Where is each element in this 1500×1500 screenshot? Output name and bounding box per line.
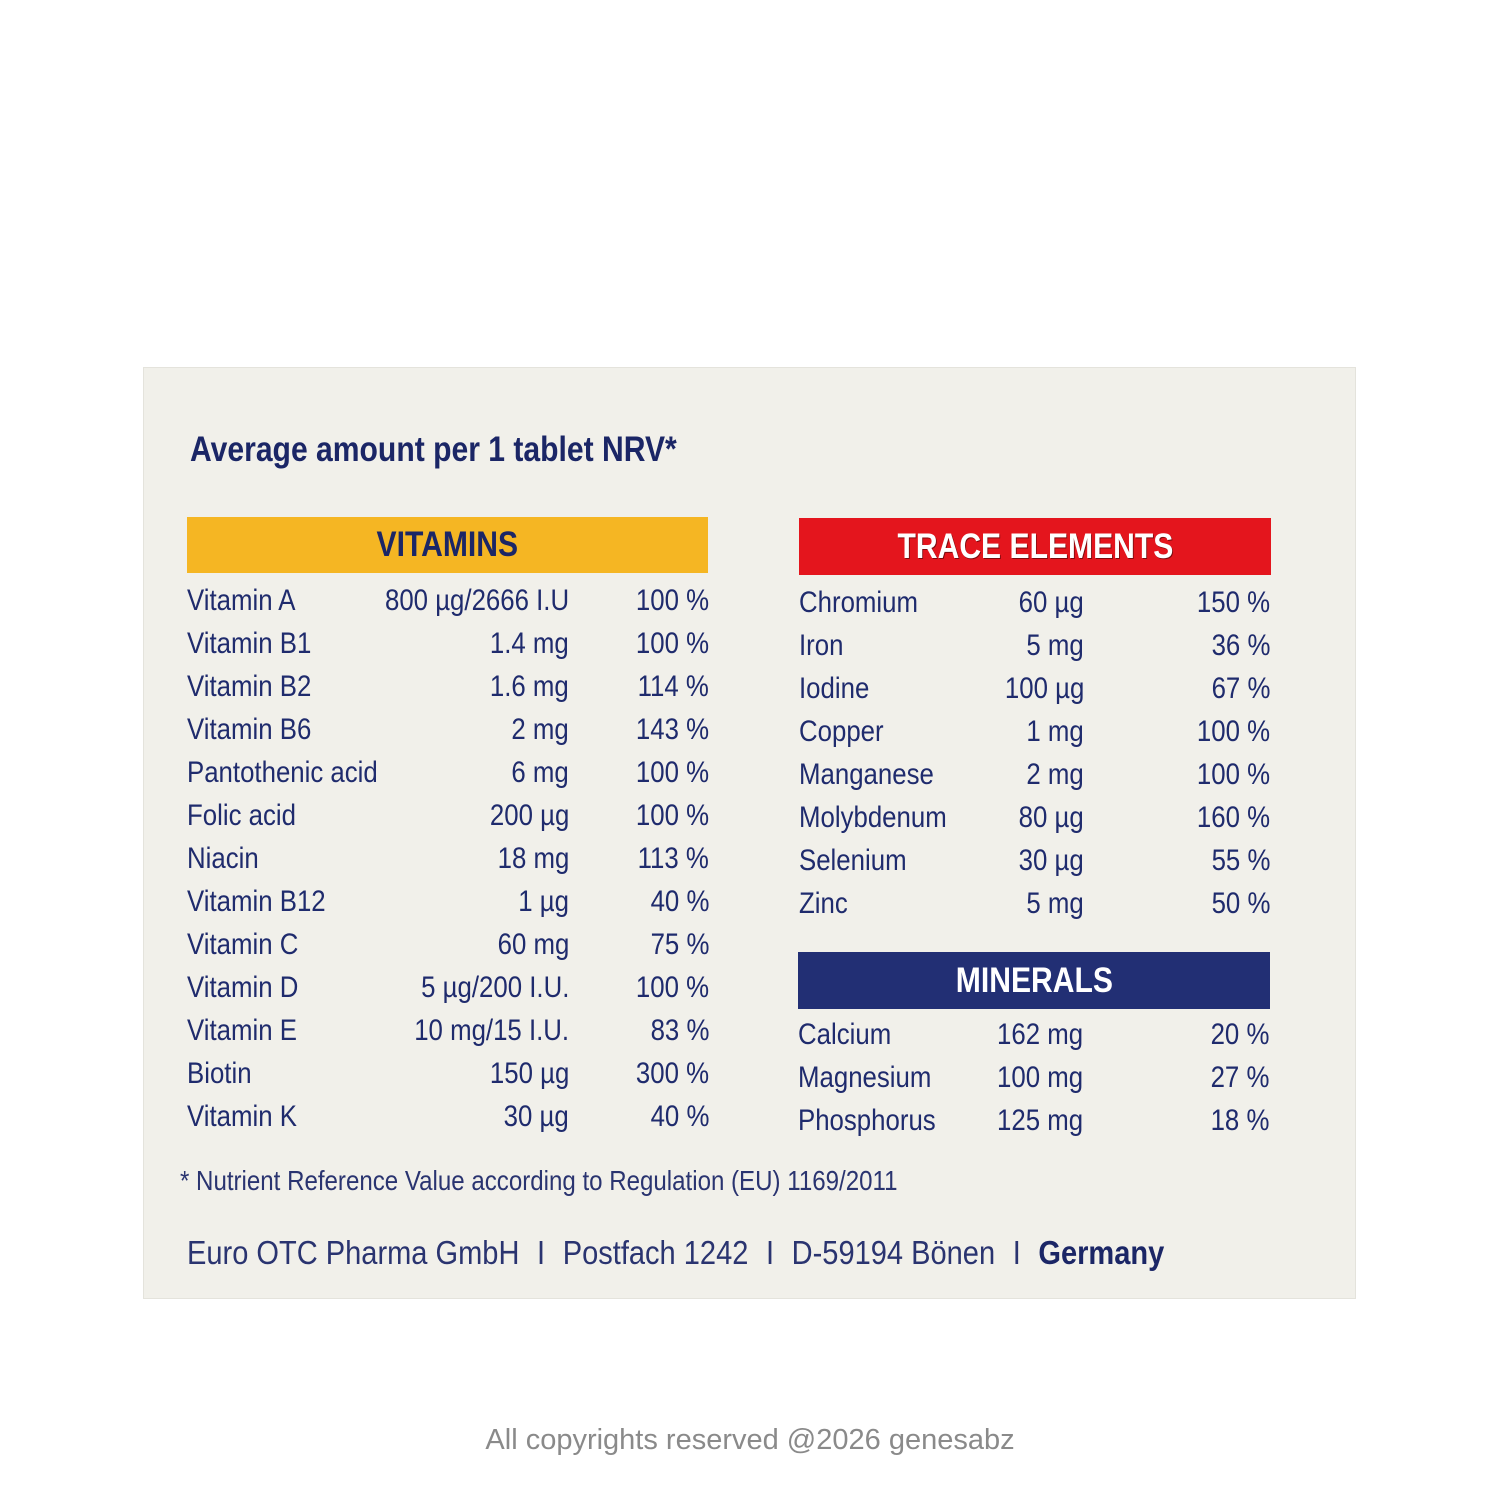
nutrient-name: Iodine <box>799 672 870 705</box>
nutrient-amount: 800 µg/2666 I.U <box>384 584 569 617</box>
nutrient-nrv: 36 % <box>1211 629 1270 662</box>
nutrient-nrv: 50 % <box>1211 887 1270 920</box>
nutrient-amount: 1 mg <box>1026 715 1084 748</box>
nutrient-row <box>799 839 1270 882</box>
nutrient-name: Vitamin C <box>187 928 299 961</box>
nutrient-row <box>187 880 709 923</box>
minerals-title: MINERALS <box>955 960 1113 1000</box>
nutrient-amount: 1.4 mg <box>490 627 569 660</box>
nutrient-amount: 125 mg <box>996 1104 1083 1137</box>
nutrient-name: Magnesium <box>798 1061 932 1094</box>
nutrient-row <box>799 882 1270 925</box>
nutrient-name: Vitamin D <box>187 971 299 1004</box>
nrv-footnote: * Nutrient Reference Value according to Regulation (EU) 1169/2011 <box>180 1165 898 1196</box>
nutrient-nrv: 40 % <box>650 1100 709 1133</box>
nutrient-name: Molybdenum <box>799 801 947 834</box>
nutrient-name: Copper <box>799 715 884 748</box>
city: D-59194 Bönen <box>791 1234 996 1271</box>
country: Germany <box>1038 1234 1165 1271</box>
nutrient-amount: 6 mg <box>511 756 569 789</box>
nutrient-name: Vitamin B6 <box>187 713 312 746</box>
nutrient-nrv: 150 % <box>1196 586 1270 619</box>
address-separator: I <box>537 1234 546 1271</box>
nutrient-row <box>187 1009 709 1052</box>
nutrient-row <box>187 794 709 837</box>
nutrient-amount: 1.6 mg <box>490 670 569 703</box>
nutrient-row <box>798 1013 1269 1056</box>
nutrient-amount: 5 mg <box>1026 629 1084 662</box>
nutrient-nrv: 20 % <box>1210 1018 1269 1051</box>
nutrient-name: Vitamin A <box>187 584 296 617</box>
nutrient-name: Biotin <box>187 1057 252 1090</box>
nutrient-name: Vitamin B2 <box>187 670 312 703</box>
nutrient-name: Folic acid <box>187 799 296 832</box>
nutrient-amount: 5 mg <box>1026 887 1084 920</box>
nutrient-row <box>187 751 709 794</box>
nutrient-row <box>799 581 1270 624</box>
label-heading: Average amount per 1 tablet NRV* <box>190 430 677 469</box>
nutrient-nrv: 100 % <box>635 799 709 832</box>
nutrient-row <box>799 667 1270 710</box>
po-box: Postfach 1242 <box>562 1234 749 1271</box>
nutrient-nrv: 27 % <box>1210 1061 1269 1094</box>
address-separator: I <box>1012 1234 1021 1271</box>
vitamins-header <box>187 517 708 573</box>
nutrient-row <box>187 966 709 1009</box>
vitamins-title: VITAMINS <box>376 525 519 564</box>
nutrient-amount: 200 µg <box>489 799 569 832</box>
address-separator: I <box>765 1234 775 1271</box>
nutrient-row <box>187 837 709 880</box>
trace-elements-title: TRACE ELEMENTS <box>897 526 1173 566</box>
manufacturer-address <box>187 1234 1164 1272</box>
nutrient-row <box>187 1095 709 1138</box>
nutrient-row <box>187 923 709 966</box>
nutrient-nrv: 55 % <box>1211 844 1270 877</box>
nutrient-amount: 100 mg <box>996 1061 1083 1094</box>
minerals-table <box>798 1013 1269 1142</box>
nutrient-amount: 5 µg/200 I.U. <box>420 971 569 1004</box>
nutrient-row <box>799 624 1270 667</box>
nutrient-nrv: 83 % <box>650 1014 709 1047</box>
nutrient-name: Vitamin B12 <box>187 885 326 918</box>
minerals-header <box>798 952 1270 1009</box>
nutrient-amount: 162 mg <box>996 1018 1083 1051</box>
nutrient-amount: 30 µg <box>1018 844 1084 877</box>
nutrient-amount: 60 µg <box>1018 586 1084 619</box>
nutrient-name: Chromium <box>799 586 918 619</box>
nutrient-name: Selenium <box>799 844 907 877</box>
nutrient-nrv: 300 % <box>635 1057 709 1090</box>
nutrient-nrv: 160 % <box>1196 801 1270 834</box>
nutrient-name: Calcium <box>798 1018 892 1051</box>
nutrient-name: Iron <box>799 629 844 662</box>
nutrient-row <box>187 579 709 622</box>
nutrient-nrv: 40 % <box>650 885 709 918</box>
nutrient-name: Zinc <box>799 887 848 920</box>
company-name: Euro OTC Pharma GmbH <box>187 1234 520 1271</box>
nutrient-name: Vitamin B1 <box>187 627 312 660</box>
nutrient-name: Vitamin E <box>187 1014 297 1047</box>
nutrient-row <box>187 622 709 665</box>
nutrient-amount: 1 µg <box>518 885 569 918</box>
nutrient-amount: 2 mg <box>511 713 569 746</box>
nutrient-amount: 80 µg <box>1018 801 1084 834</box>
nutrient-nrv: 75 % <box>650 928 709 961</box>
vitamins-table <box>187 579 709 1138</box>
nutrient-amount: 10 mg/15 I.U. <box>414 1014 569 1047</box>
nutrient-nrv: 114 % <box>637 670 709 703</box>
nutrient-name: Phosphorus <box>798 1104 936 1137</box>
nutrient-row <box>799 710 1270 753</box>
nutrient-row <box>799 796 1270 839</box>
nutrient-row <box>187 665 709 708</box>
nutrient-nrv: 143 % <box>635 713 709 746</box>
nutrient-row <box>798 1056 1269 1099</box>
nutrient-nrv: 67 % <box>1211 672 1270 705</box>
nutrient-name: Manganese <box>799 758 934 791</box>
nutrient-row <box>798 1099 1269 1142</box>
nutrient-name: Pantothenic acid <box>187 756 378 789</box>
nutrient-amount: 30 µg <box>503 1100 569 1133</box>
nutrient-nrv: 100 % <box>1196 758 1270 791</box>
trace-elements-header <box>799 518 1271 575</box>
nutrient-nrv: 100 % <box>635 627 709 660</box>
nutrient-row <box>187 708 709 751</box>
nutrient-nrv: 100 % <box>635 584 709 617</box>
nutrient-amount: 2 mg <box>1026 758 1084 791</box>
nutrient-row <box>187 1052 709 1095</box>
nutrient-name: Vitamin K <box>187 1100 297 1133</box>
nutrient-name: Niacin <box>187 842 259 875</box>
nutrient-nrv: 100 % <box>635 971 709 1004</box>
copyright-notice: All copyrights reserved @2026 genesabz <box>485 1424 1015 1456</box>
nutrient-row <box>799 753 1270 796</box>
nutrient-amount: 18 mg <box>497 842 569 875</box>
trace-elements-table <box>799 581 1270 925</box>
nutrient-nrv: 100 % <box>1196 715 1270 748</box>
nutrient-nrv: 18 % <box>1210 1104 1269 1137</box>
nutrient-amount: 60 mg <box>497 928 569 961</box>
nutrient-amount: 100 µg <box>1004 672 1084 705</box>
nutrient-nrv: 100 % <box>635 756 709 789</box>
nutrient-amount: 150 µg <box>489 1057 569 1090</box>
nutrient-nrv: 113 % <box>637 842 709 875</box>
